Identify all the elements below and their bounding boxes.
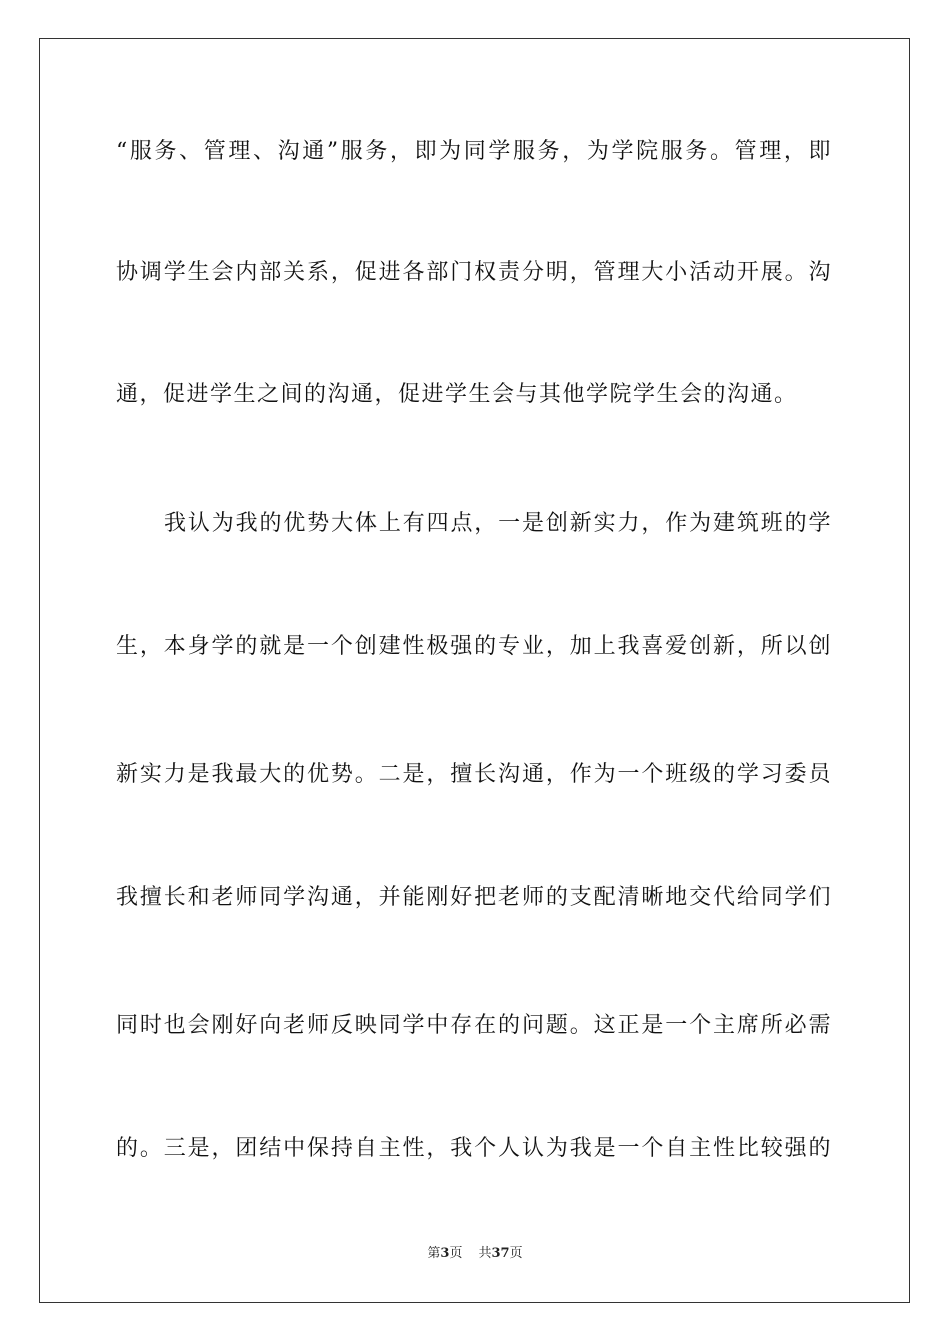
page-suffix: 页	[449, 1246, 463, 1261]
paragraph-line: 的。三是，团结中保持自主性，我个人认为我是一个自主性比较强的	[116, 1136, 832, 1161]
page-number: 3	[440, 1246, 450, 1261]
total-pages: 37	[491, 1246, 510, 1261]
paragraph-line: 我擅长和老师同学沟通，并能刚好把老师的支配清晰地交代给同学们	[116, 885, 832, 910]
paragraph-line: 我认为我的优势大体上有四点，一是创新实力，作为建筑班的学	[164, 511, 832, 536]
total-prefix: 共	[478, 1246, 492, 1261]
paragraph-line: 协调学生会内部关系，促进各部门权责分明，管理大小活动开展。沟	[116, 260, 832, 285]
page-border	[39, 38, 910, 1303]
paragraph-line: “服务、管理、沟通”服务，即为同学服务，为学院服务。管理，即	[116, 139, 832, 164]
paragraph-line: 生，本身学的就是一个创建性极强的专业，加上我喜爱创新，所以创	[116, 634, 832, 659]
page-prefix: 第	[427, 1246, 441, 1261]
page-footer	[0, 1245, 950, 1263]
total-suffix: 页	[509, 1246, 523, 1261]
paragraph-line: 新实力是我最大的优势。二是，擅长沟通，作为一个班级的学习委员	[116, 762, 832, 787]
paragraph-line: 同时也会刚好向老师反映同学中存在的问题。这正是一个主席所必需	[116, 1013, 832, 1038]
paragraph-line: 通，促进学生之间的沟通，促进学生会与其他学院学生会的沟通。	[116, 382, 798, 407]
